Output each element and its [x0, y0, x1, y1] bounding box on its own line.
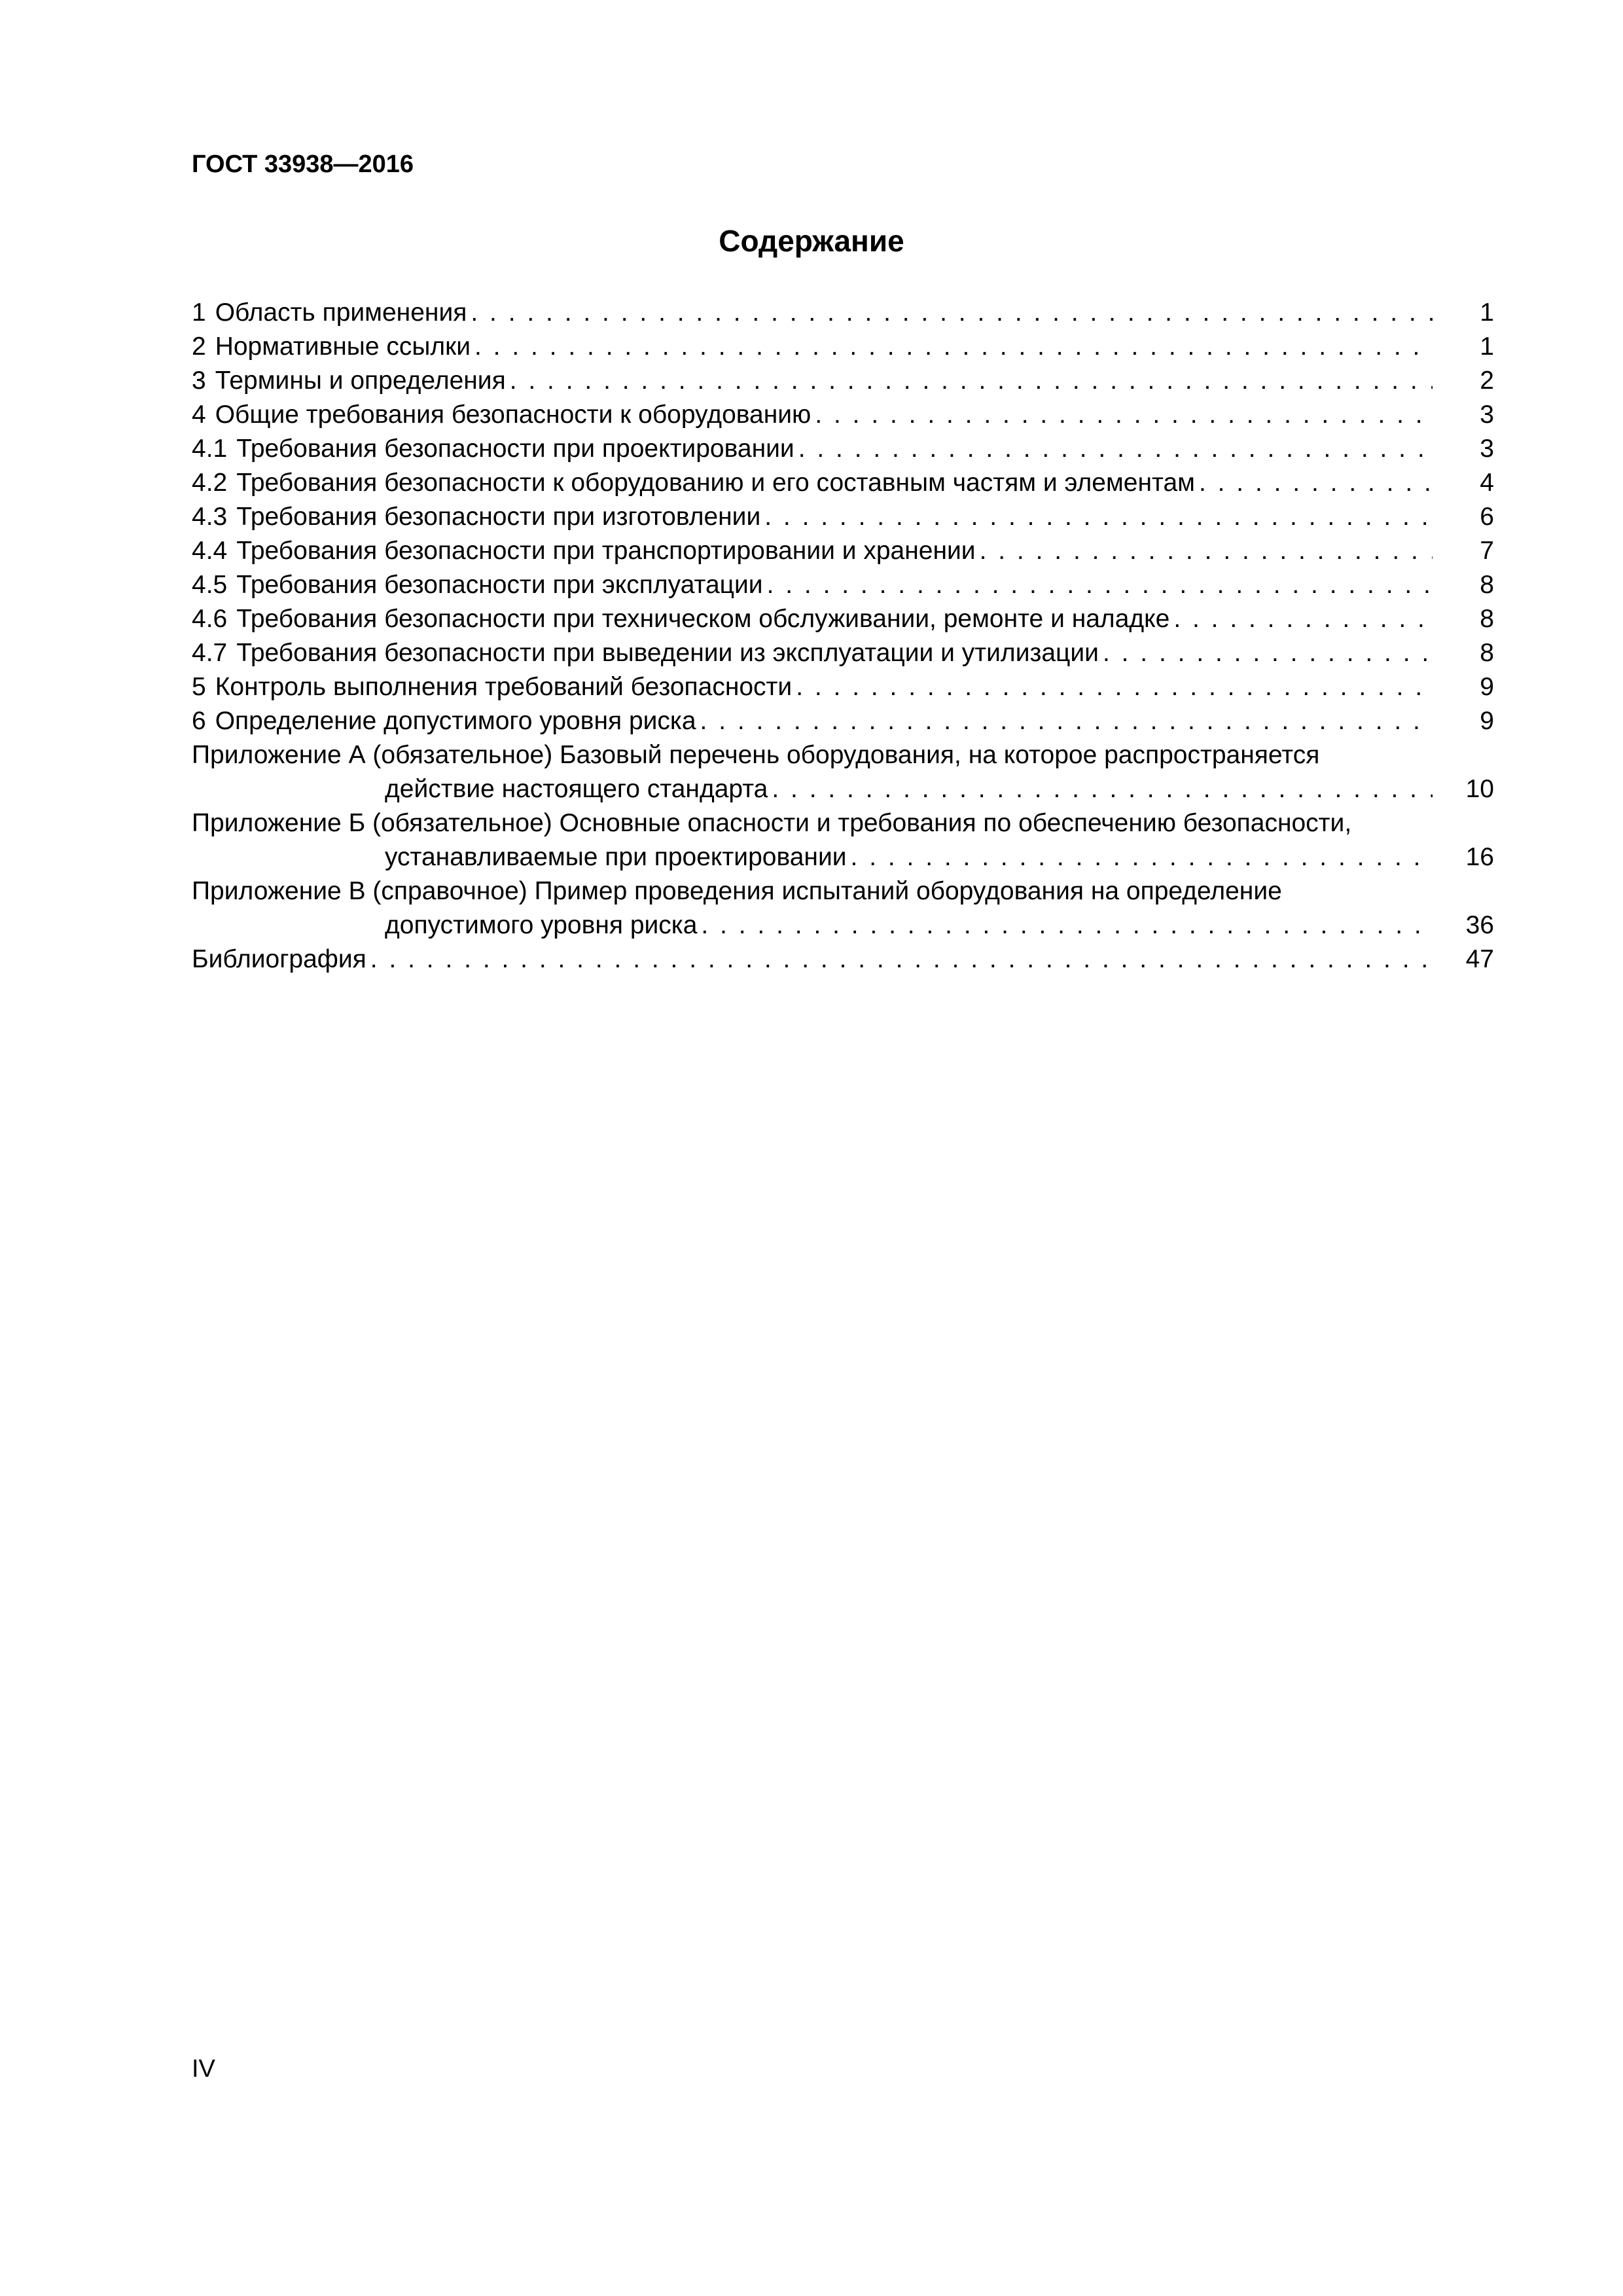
toc-appendix-title: Приложение Б (обязательное) Основные опасности и требования по обеспечению безопасности, [192, 809, 1352, 837]
toc-entry-4-4[interactable] [192, 534, 1494, 568]
dot-leader [767, 568, 1433, 602]
toc-entry-4[interactable] [192, 398, 1494, 432]
toc-appendix-title: Приложение В (справочное) Пример проведения испытаний оборудования на определение [192, 877, 1282, 905]
table-of-contents [192, 296, 1494, 977]
toc-entry-page: 3 [1480, 401, 1494, 429]
toc-entry-number: 6 [192, 707, 206, 735]
dot-leader [370, 942, 1433, 977]
dot-leader [474, 330, 1433, 364]
toc-entry-number: 4.6 [192, 605, 228, 633]
toc-entry-4-3[interactable] [192, 500, 1494, 534]
toc-entry-5[interactable] [192, 670, 1494, 704]
toc-entry-number: 3 [192, 367, 206, 395]
toc-bibliography[interactable] [192, 942, 1494, 977]
toc-appendix-v-line2[interactable] [192, 908, 1494, 942]
toc-entry-page: 10 [1465, 775, 1494, 803]
dot-leader [1199, 466, 1433, 500]
toc-entry-page: 6 [1480, 503, 1494, 531]
dot-leader [815, 398, 1433, 432]
toc-entry-number: 1 [192, 298, 206, 327]
dot-leader [980, 534, 1433, 568]
toc-entry-page: 8 [1480, 605, 1494, 633]
toc-appendix-title: Приложение А (обязательное) Базовый перечень оборудования, на которое распространяется [192, 741, 1320, 769]
dot-leader [700, 704, 1433, 738]
toc-entry-page: 2 [1480, 367, 1494, 395]
toc-appendix-b-line1[interactable] [192, 806, 1494, 840]
toc-entry-title: Требования безопасности к оборудованию и его составным частям и элементам [236, 469, 1195, 497]
dot-leader [510, 364, 1433, 398]
toc-entry-title: Требования безопасности при выведении из эксплуатации и утилизации [236, 639, 1099, 667]
toc-appendix-title-continued: допустимого уровня риска [385, 911, 698, 939]
toc-entry-title: Требования безопасности при техническом обслуживании, ремонте и наладке [236, 605, 1170, 633]
toc-entry-number: 4.1 [192, 435, 228, 463]
toc-entry-number: 4 [192, 401, 206, 429]
toc-entry-page: 4 [1480, 469, 1494, 497]
toc-appendix-a-line2[interactable] [192, 772, 1494, 806]
toc-entry-title: Общие требования безопасности к оборудованию [215, 401, 812, 429]
toc-entry-title: Область применения [215, 298, 467, 327]
toc-entry-title: Нормативные ссылки [215, 332, 471, 361]
dot-leader [798, 432, 1433, 466]
toc-entry-title: Термины и определения [215, 367, 506, 395]
toc-entry-page: 7 [1480, 537, 1494, 565]
toc-appendix-b-line2[interactable] [192, 840, 1494, 874]
toc-entry-1[interactable] [192, 296, 1494, 330]
toc-entry-4-1[interactable] [192, 432, 1494, 466]
toc-appendix-title-continued: действие настоящего стандарта [385, 775, 768, 803]
toc-appendix-a-line1[interactable] [192, 738, 1494, 772]
toc-entry-number: 4.2 [192, 469, 228, 497]
toc-entry-title: Требования безопасности при эксплуатации [236, 571, 763, 599]
toc-entry-page: 47 [1465, 945, 1494, 973]
toc-entry-page: 36 [1465, 911, 1494, 939]
toc-title: Содержание [719, 224, 904, 258]
dot-leader [851, 840, 1433, 874]
dot-leader [1103, 636, 1433, 670]
toc-appendix-title-continued: устанавливаемые при проектировании [385, 843, 847, 871]
toc-entry-6[interactable] [192, 704, 1494, 738]
toc-entry-page: 9 [1480, 707, 1494, 735]
toc-entry-title: Определение допустимого уровня риска [215, 707, 696, 735]
dot-leader [1173, 602, 1433, 636]
dot-leader [764, 500, 1433, 534]
dot-leader [471, 296, 1433, 330]
toc-entry-4-7[interactable] [192, 636, 1494, 670]
toc-entry-page: 9 [1480, 673, 1494, 701]
toc-entry-number: 2 [192, 332, 206, 361]
document-code: ГОСТ 33938—2016 [192, 151, 414, 178]
toc-entry-title: Требования безопасности при проектировании [236, 435, 794, 463]
dot-leader [772, 772, 1433, 806]
toc-entry-page: 1 [1480, 298, 1494, 327]
toc-appendix-v-line1[interactable] [192, 874, 1494, 908]
toc-entry-number: 4.7 [192, 639, 228, 667]
toc-entry-title: Требования безопасности при транспортировании и хранении [236, 537, 976, 565]
toc-entry-3[interactable] [192, 364, 1494, 398]
toc-entry-title: Контроль выполнения требований безопасности [215, 673, 793, 701]
toc-entry-page: 8 [1480, 639, 1494, 667]
toc-entry-page: 3 [1480, 435, 1494, 463]
dot-leader [701, 908, 1433, 942]
toc-entry-title: Библиография [192, 945, 366, 973]
toc-entry-title: Требования безопасности при изготовлении [236, 503, 761, 531]
toc-entry-2[interactable] [192, 330, 1494, 364]
toc-entry-number: 5 [192, 673, 206, 701]
toc-entry-4-6[interactable] [192, 602, 1494, 636]
toc-entry-number: 4.5 [192, 571, 228, 599]
toc-entry-4-5[interactable] [192, 568, 1494, 602]
toc-entry-page: 1 [1480, 332, 1494, 361]
page-number: IV [192, 2055, 215, 2083]
toc-entry-4-2[interactable] [192, 466, 1494, 500]
toc-entry-page: 16 [1465, 843, 1494, 871]
toc-entry-number: 4.4 [192, 537, 228, 565]
toc-entry-page: 8 [1480, 571, 1494, 599]
dot-leader [796, 670, 1433, 704]
toc-entry-number: 4.3 [192, 503, 228, 531]
